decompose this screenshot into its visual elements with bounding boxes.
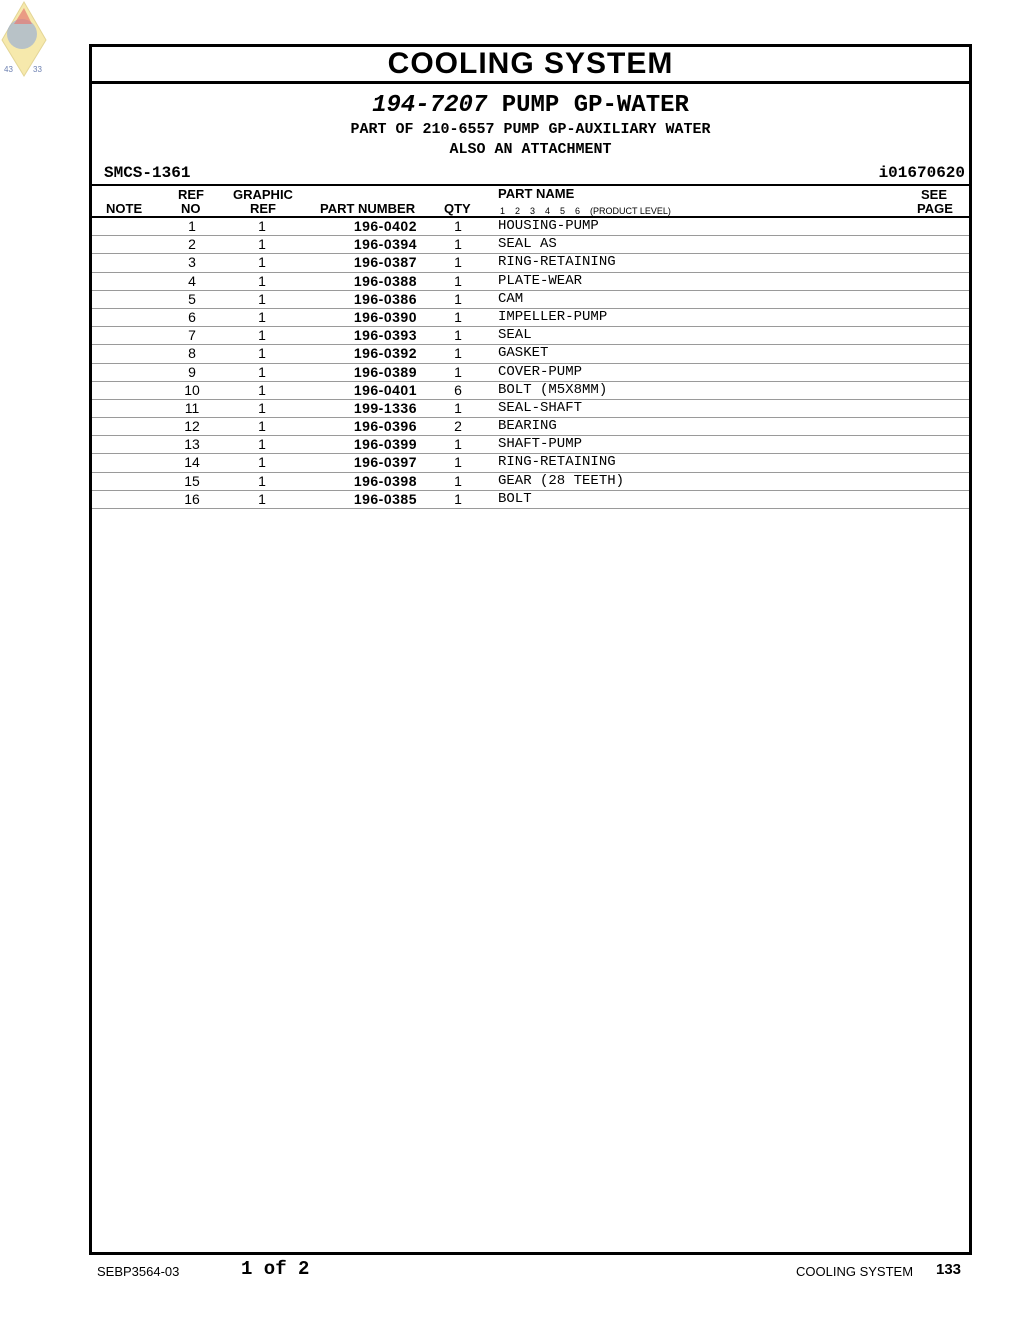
footer-section: COOLING SYSTEM: [796, 1264, 914, 1279]
part-number-cell: 196-0388: [353, 272, 417, 289]
qty-cell: 1: [454, 236, 462, 253]
part-name-cell: RING-RETAINING: [498, 254, 616, 271]
ref-no-cell: 7: [188, 327, 196, 344]
group-also: ALSO AN ATTACHMENT: [449, 141, 612, 158]
col-graphic-bottom: REF: [250, 201, 276, 216]
part-name-cell: BOLT: [498, 490, 532, 507]
part-number-cell: 196-0390: [353, 308, 417, 325]
table-row: [92, 436, 969, 454]
group-title: [92, 92, 969, 120]
col-product-level: 1 2 3 4 5 6 (PRODUCT LEVEL): [500, 206, 671, 216]
table-row: [92, 473, 969, 491]
part-name-cell: GEAR (28 TEETH): [498, 472, 625, 489]
footer-page-of: 1 of 2: [241, 1258, 310, 1280]
smcs-code: SMCS-1361: [104, 164, 191, 182]
graphic-ref-cell: 1: [258, 363, 266, 380]
id-line: [92, 160, 969, 184]
graphic-ref-cell: 1: [258, 381, 266, 398]
graphic-ref-cell: 1: [258, 290, 266, 307]
table-row: [92, 291, 969, 309]
footer-page-number: 133: [936, 1261, 962, 1278]
part-number-cell: 196-0399: [353, 436, 417, 453]
qty-cell: 1: [454, 436, 462, 453]
col-see-top: SEE: [921, 187, 948, 202]
ref-no-cell: 2: [188, 236, 196, 253]
part-number-cell: 196-0393: [353, 327, 417, 344]
qty-cell: 1: [454, 345, 462, 362]
publisher-logo: [0, 0, 48, 78]
ref-no-cell: 12: [184, 418, 200, 435]
page-footer: [0, 1258, 1020, 1282]
col-note: NOTE: [106, 201, 143, 216]
ref-no-cell: 14: [184, 454, 200, 471]
logo-number-right: 33: [33, 65, 42, 74]
part-name-cell: PLATE-WEAR: [498, 272, 583, 289]
group-part-number: 194-7207: [372, 92, 488, 119]
parts-table-body: [92, 218, 969, 509]
graphic-ref-cell: 1: [258, 254, 266, 271]
qty-cell: 2: [454, 418, 462, 435]
graphic-ref-cell: 1: [258, 436, 266, 453]
qty-cell: 1: [454, 472, 462, 489]
part-name-cell: RING-RETAINING: [498, 454, 616, 471]
ref-no-cell: 4: [188, 272, 196, 289]
ref-no-cell: 5: [188, 290, 196, 307]
qty-cell: 1: [454, 363, 462, 380]
part-name-cell: SEAL AS: [498, 236, 557, 253]
part-number-cell: 199-1336: [353, 399, 417, 416]
part-name-cell: BOLT (M5X8MM): [498, 381, 608, 398]
ref-no-cell: 10: [184, 381, 200, 398]
col-part-name: PART NAME: [498, 186, 575, 201]
ref-no-cell: 9: [188, 363, 196, 380]
table-row: [92, 236, 969, 254]
part-name-cell: CAM: [498, 290, 524, 307]
qty-cell: 1: [454, 254, 462, 271]
qty-cell: 1: [454, 218, 462, 234]
table-row: [92, 364, 969, 382]
footer-doc-number: SEBP3564-03: [97, 1264, 180, 1279]
page-frame: [89, 44, 972, 1255]
ref-no-cell: 16: [184, 490, 200, 507]
group-name: PUMP GP-WATER: [501, 92, 689, 119]
graphic-ref-cell: 1: [258, 308, 266, 325]
section-title: COOLING SYSTEM: [92, 47, 969, 84]
qty-cell: 1: [454, 454, 462, 471]
group-header: [92, 84, 969, 160]
part-name-cell: SHAFT-PUMP: [498, 436, 583, 453]
qty-cell: 1: [454, 327, 462, 344]
graphic-ref-cell: 1: [258, 472, 266, 489]
table-row: [92, 454, 969, 472]
graphic-ref-cell: 1: [258, 218, 266, 234]
part-number-cell: 196-0398: [353, 472, 417, 489]
part-name-cell: IMPELLER-PUMP: [498, 308, 608, 325]
part-number-cell: 196-0387: [353, 254, 417, 271]
table-row: [92, 382, 969, 400]
table-row: [92, 254, 969, 272]
part-number-cell: 196-0386: [353, 290, 417, 307]
ref-no-cell: 13: [184, 436, 200, 453]
part-name-cell: GASKET: [498, 345, 549, 362]
qty-cell: 1: [454, 308, 462, 325]
part-number-cell: 196-0394: [353, 236, 417, 253]
col-see-bottom: PAGE: [917, 201, 953, 216]
part-number-cell: 196-0385: [353, 490, 417, 507]
ref-no-cell: 3: [188, 254, 196, 271]
part-number-cell: 196-0389: [353, 363, 417, 380]
table-row: [92, 309, 969, 327]
col-part-number: PART NUMBER: [320, 201, 416, 216]
part-number-cell: 196-0392: [353, 345, 417, 362]
illustration-id: i01670620: [878, 164, 965, 182]
qty-cell: 1: [454, 272, 462, 289]
part-name-cell: SEAL-SHAFT: [498, 399, 583, 416]
graphic-ref-cell: 1: [258, 345, 266, 362]
part-number-cell: 196-0396: [353, 418, 417, 435]
part-number-cell: 196-0401: [353, 381, 417, 398]
part-name-cell: COVER-PUMP: [498, 363, 583, 380]
graphic-ref-cell: 1: [258, 490, 266, 507]
ref-no-cell: 1: [188, 218, 196, 234]
group-part-of: PART OF 210-6557 PUMP GP-AUXILIARY WATER: [350, 121, 711, 138]
graphic-ref-cell: 1: [258, 272, 266, 289]
ref-no-cell: 11: [184, 399, 200, 416]
graphic-ref-cell: 1: [258, 418, 266, 435]
col-ref-bottom: NO: [181, 201, 201, 216]
table-header: [92, 184, 969, 218]
graphic-ref-cell: 1: [258, 399, 266, 416]
ref-no-cell: 8: [188, 345, 196, 362]
qty-cell: 1: [454, 399, 462, 416]
part-name-cell: SEAL: [498, 327, 532, 344]
table-row: [92, 327, 969, 345]
col-qty: QTY: [444, 201, 471, 216]
part-number-cell: 196-0397: [353, 454, 417, 471]
table-row: [92, 273, 969, 291]
table-row: [92, 345, 969, 363]
part-name-cell: HOUSING-PUMP: [498, 218, 599, 234]
graphic-ref-cell: 1: [258, 454, 266, 471]
graphic-ref-cell: 1: [258, 327, 266, 344]
ref-no-cell: 15: [184, 472, 200, 489]
table-row: [92, 218, 969, 236]
col-ref-top: REF: [178, 187, 204, 202]
logo-number-left: 43: [4, 65, 13, 74]
table-row: [92, 418, 969, 436]
qty-cell: 1: [454, 290, 462, 307]
part-name-cell: BEARING: [498, 418, 557, 435]
part-number-cell: 196-0402: [353, 218, 417, 234]
col-graphic-top: GRAPHIC: [233, 187, 293, 202]
qty-cell: 1: [454, 490, 462, 507]
table-row: [92, 491, 969, 509]
table-row: [92, 400, 969, 418]
ref-no-cell: 6: [188, 308, 196, 325]
qty-cell: 6: [454, 381, 462, 398]
graphic-ref-cell: 1: [258, 236, 266, 253]
